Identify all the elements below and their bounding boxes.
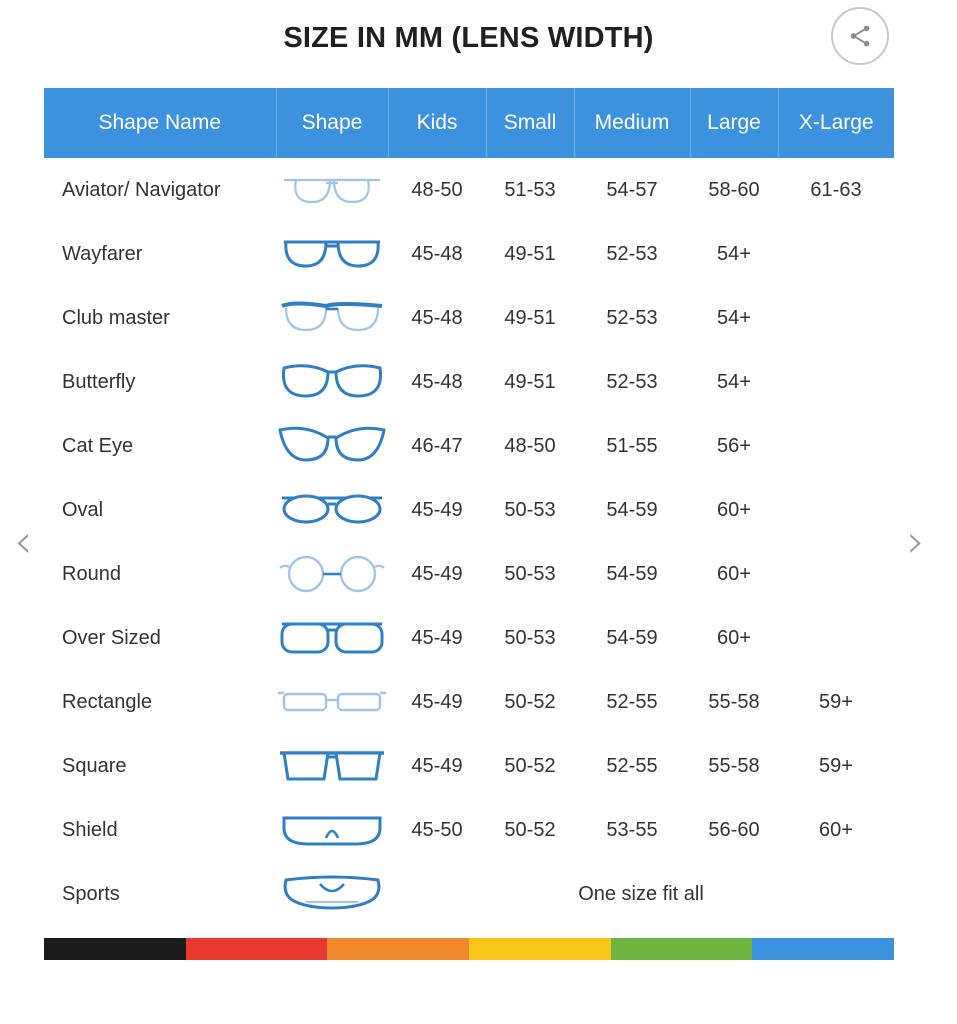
row-small: 50-53 xyxy=(486,478,574,542)
row-shape-image xyxy=(276,158,388,222)
row-small: 49-51 xyxy=(486,222,574,286)
row-medium: 52-53 xyxy=(574,222,690,286)
row-medium: 52-55 xyxy=(574,670,690,734)
row-shape-name: Over Sized xyxy=(44,606,276,670)
square-glasses-icon xyxy=(276,744,388,788)
table-row xyxy=(44,286,894,350)
column-header-kids: Kids xyxy=(388,88,486,158)
row-shape-name: Cat Eye xyxy=(44,414,276,478)
row-shape-image xyxy=(276,606,388,670)
bottom-whitespace xyxy=(0,960,957,1024)
row-small: 51-53 xyxy=(486,158,574,222)
row-kids: 45-49 xyxy=(388,542,486,606)
row-small: 50-52 xyxy=(486,734,574,798)
color-swatch-green xyxy=(611,938,753,960)
row-kids: 45-49 xyxy=(388,670,486,734)
row-large: 56+ xyxy=(690,414,778,478)
clubmaster-glasses-icon xyxy=(276,296,388,340)
table-row xyxy=(44,542,894,606)
butterfly-glasses-icon xyxy=(276,360,388,404)
row-shape-image xyxy=(276,350,388,414)
column-header-large: Large xyxy=(690,88,778,158)
row-xlarge: 59+ xyxy=(778,670,894,734)
next-arrow-button[interactable]: › xyxy=(906,514,925,568)
table-row xyxy=(44,158,894,222)
row-small: 50-53 xyxy=(486,542,574,606)
row-large: 55-58 xyxy=(690,670,778,734)
rectangle-glasses-icon xyxy=(276,680,388,724)
table-body xyxy=(44,158,894,926)
sports-glasses-icon xyxy=(276,872,388,916)
column-header-shape: Shape xyxy=(276,88,388,158)
row-xlarge xyxy=(778,478,894,542)
row-small: 49-51 xyxy=(486,350,574,414)
row-shape-name: Square xyxy=(44,734,276,798)
share-button[interactable] xyxy=(831,7,889,65)
row-large: 60+ xyxy=(690,606,778,670)
row-kids: 45-49 xyxy=(388,606,486,670)
row-medium: 52-55 xyxy=(574,734,690,798)
row-small: 48-50 xyxy=(486,414,574,478)
row-xlarge xyxy=(778,286,894,350)
prev-arrow-button[interactable]: ‹ xyxy=(14,514,33,568)
row-shape-image xyxy=(276,414,388,478)
color-swatch-yellow xyxy=(469,938,611,960)
row-shape-image xyxy=(276,222,388,286)
row-shape-name: Round xyxy=(44,542,276,606)
row-medium: 54-59 xyxy=(574,542,690,606)
row-xlarge xyxy=(778,542,894,606)
row-kids: 45-50 xyxy=(388,798,486,862)
oversized-glasses-icon xyxy=(276,616,388,660)
color-swatch-black xyxy=(44,938,186,960)
table-row xyxy=(44,222,894,286)
row-shape-name: Rectangle xyxy=(44,670,276,734)
row-kids: 45-48 xyxy=(388,350,486,414)
cateye-glasses-icon xyxy=(276,424,388,468)
size-table-wrapper xyxy=(44,88,894,926)
row-large: 56-60 xyxy=(690,798,778,862)
table-row xyxy=(44,734,894,798)
row-kids: 48-50 xyxy=(388,158,486,222)
table-row xyxy=(44,606,894,670)
row-shape-image xyxy=(276,798,388,862)
color-bar xyxy=(44,938,894,960)
round-glasses-icon xyxy=(276,552,388,596)
table-row xyxy=(44,350,894,414)
row-medium: 51-55 xyxy=(574,414,690,478)
row-shape-image xyxy=(276,862,388,926)
row-xlarge xyxy=(778,350,894,414)
row-xlarge xyxy=(778,606,894,670)
table-row xyxy=(44,862,894,926)
row-medium: 52-53 xyxy=(574,286,690,350)
color-swatch-blue xyxy=(752,938,894,960)
row-shape-name: Oval xyxy=(44,478,276,542)
row-shape-image xyxy=(276,286,388,350)
row-large: 58-60 xyxy=(690,158,778,222)
row-shape-name: Sports xyxy=(44,862,276,926)
row-large: 54+ xyxy=(690,286,778,350)
row-shape-image xyxy=(276,670,388,734)
row-shape-name: Shield xyxy=(44,798,276,862)
row-large: 60+ xyxy=(690,542,778,606)
row-shape-image xyxy=(276,478,388,542)
row-xlarge xyxy=(778,414,894,478)
row-medium: 54-57 xyxy=(574,158,690,222)
table-header-row xyxy=(44,88,894,158)
row-small: 50-52 xyxy=(486,798,574,862)
row-medium: 54-59 xyxy=(574,606,690,670)
row-shape-name: Aviator/ Navigator xyxy=(44,158,276,222)
shield-glasses-icon xyxy=(276,808,388,852)
page-title: SIZE IN MM (LENS WIDTH) xyxy=(283,22,654,54)
row-kids: 45-48 xyxy=(388,222,486,286)
size-table xyxy=(44,88,894,926)
page-header xyxy=(0,0,957,88)
row-large: 54+ xyxy=(690,350,778,414)
row-large: 60+ xyxy=(690,478,778,542)
table-row xyxy=(44,414,894,478)
row-shape-name: Wayfarer xyxy=(44,222,276,286)
row-large: 55-58 xyxy=(690,734,778,798)
wayfarer-glasses-icon xyxy=(276,232,388,276)
table-header xyxy=(44,88,894,158)
share-icon xyxy=(847,23,873,49)
row-kids: 45-49 xyxy=(388,734,486,798)
table-row xyxy=(44,798,894,862)
row-kids: 46-47 xyxy=(388,414,486,478)
row-shape-name: Butterfly xyxy=(44,350,276,414)
row-xlarge: 60+ xyxy=(778,798,894,862)
row-shape-name: Club master xyxy=(44,286,276,350)
table-row xyxy=(44,478,894,542)
row-xlarge xyxy=(778,222,894,286)
row-xlarge: 61-63 xyxy=(778,158,894,222)
column-header-small: Small xyxy=(486,88,574,158)
row-shape-image xyxy=(276,734,388,798)
row-shape-image xyxy=(276,542,388,606)
row-small: 49-51 xyxy=(486,286,574,350)
color-swatch-orange xyxy=(327,938,469,960)
row-medium: 53-55 xyxy=(574,798,690,862)
table-row xyxy=(44,670,894,734)
row-one-size-note: One size fit all xyxy=(388,862,894,926)
aviator-glasses-icon xyxy=(276,168,388,212)
column-header-xlarge: X-Large xyxy=(778,88,894,158)
column-header-shape-name: Shape Name xyxy=(44,88,276,158)
row-small: 50-53 xyxy=(486,606,574,670)
row-kids: 45-48 xyxy=(388,286,486,350)
row-large: 54+ xyxy=(690,222,778,286)
color-swatch-red xyxy=(186,938,328,960)
row-xlarge: 59+ xyxy=(778,734,894,798)
row-medium: 54-59 xyxy=(574,478,690,542)
row-kids: 45-49 xyxy=(388,478,486,542)
column-header-medium: Medium xyxy=(574,88,690,158)
row-medium: 52-53 xyxy=(574,350,690,414)
row-small: 50-52 xyxy=(486,670,574,734)
oval-glasses-icon xyxy=(276,488,388,532)
